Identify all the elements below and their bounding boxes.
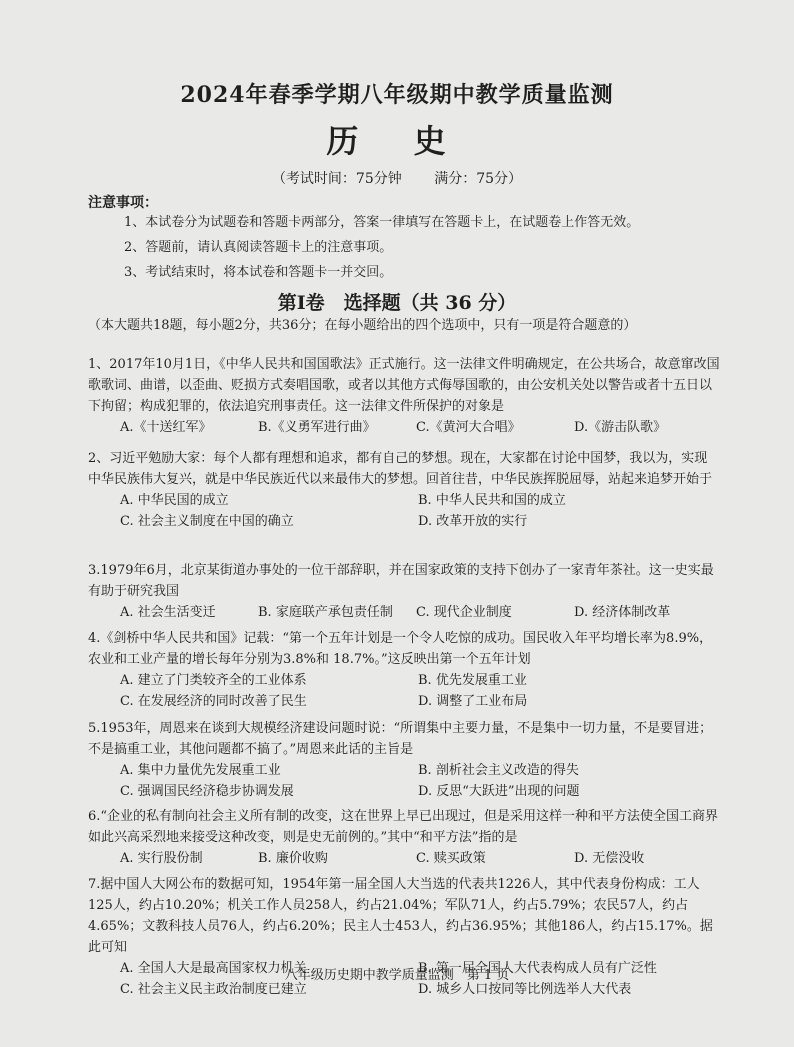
section-title: 第Ⅰ卷 选择题（共 36 分） xyxy=(277,292,517,314)
question-stem: 3.1979年6月，北京某街道办事处的一位干部辞职，并在国家政策的支持下创办了一家青年茶社。这一史实最有助于研究我国 xyxy=(88,563,714,599)
option-b: B. 第一届全国人大代表构成人员有广泛性 xyxy=(418,961,657,976)
note-item: 2、答题前，请认真阅读答题卡上的注意事项。 xyxy=(124,240,393,255)
exam-title: 2024年春季学期八年级期中教学质量监测 xyxy=(180,82,614,108)
option-a: A.《十送红军》 xyxy=(120,420,212,435)
question-stem: 5.1953年，周恩来在谈到大规模经济建设问题时说：“所谓集中主要力量，不是集中一切力量，不是要冒进；不是搞重工业，其他问题都不搞了。”周恩来此话的主旨是 xyxy=(88,721,713,757)
option-a: A. 实行股份制 xyxy=(120,851,203,866)
option-d: D. 改革开放的实行 xyxy=(418,514,528,529)
question-options xyxy=(120,490,720,532)
section-description: （本大题共18题，每小题2分，共36分；在每小题给出的四个选项中，只有一项是符合题意的） xyxy=(88,318,637,333)
option-c: C. 在发展经济的同时改善了民生 xyxy=(120,694,307,709)
notes-heading: 注意事项： xyxy=(88,195,158,211)
notes-list xyxy=(124,210,639,285)
option-c: C. 强调国民经济稳步协调发展 xyxy=(120,784,294,799)
page-footer: 八年级历史期中教学质量监测 第 1 页 xyxy=(284,968,510,983)
question-1 xyxy=(88,354,720,438)
note-item: 1、本试卷分为试题卷和答题卡两部分，答案一律填写在答题卡上，在试题卷上作答无效。 xyxy=(124,215,640,230)
question-options xyxy=(120,417,720,438)
exam-time: （考试时间：75分钟 xyxy=(271,171,402,187)
option-b: B. 中华人民共和国的成立 xyxy=(418,493,566,508)
option-b: B. 家庭联产承包责任制 xyxy=(258,605,393,620)
question-options xyxy=(120,848,720,869)
exam-info xyxy=(0,168,794,188)
question-stem: 1、2017年10月1日，《中华人民共和国国歌法》正式施行。这一法律文件明确规定，在公共场合，故意窜改国歌歌词、曲谱，以歪曲、贬损方式奏唱国歌，或者以其他方式侮辱国歌的，由公安机关处以警告或者十五日以下拘留；构成犯罪的，依法追究刑事责任。这一法律文件所保护的对象是 xyxy=(88,357,720,414)
question-stem: 2、习近平勉励大家：每个人都有理想和追求，都有自己的梦想。现在，大家都在讨论中国梦，我以为，实现中华民族伟大复兴，就是中华民族近代以来最伟大的梦想。回首往昔，中华民族挥脱屈辱，站起来追梦开始于 xyxy=(88,451,713,487)
option-c: C.《黄河大合唱》 xyxy=(416,420,521,435)
option-a: A. 集中力量优先发展重工业 xyxy=(120,763,281,778)
option-a: A. 中华民国的成立 xyxy=(120,493,229,508)
option-a: A. 建立了门类较齐全的工业体系 xyxy=(120,673,307,688)
question-5 xyxy=(88,718,720,802)
option-d: D. 城乡人口按同等比例选举人大代表 xyxy=(418,982,632,997)
question-stem: 7.据中国人大网公布的数据可知，1954年第一届全国人大当选的代表共1226人，其中代表身份构成：工人125人，约占10.20%；机关工作人员258人，约占21.04%；军队71人，约占5.79%；农民57人，约占4.65%；文教科技人员76人，约占6.20%；民主人士453人，约占36.95%；其他186人，约占15.17%。据此可知 xyxy=(88,877,713,955)
option-c: C. 赎买政策 xyxy=(416,851,486,866)
question-3 xyxy=(88,560,720,623)
question-4 xyxy=(88,628,720,712)
option-d: D. 经济体制改革 xyxy=(574,605,671,620)
option-b: B. 廉价收购 xyxy=(258,851,328,866)
question-options xyxy=(120,760,720,802)
option-b: B. 优先发展重工业 xyxy=(418,673,527,688)
option-d: D.《游击队歌》 xyxy=(574,420,667,435)
question-2 xyxy=(88,448,720,532)
option-b: B.《义勇军进行曲》 xyxy=(258,420,376,435)
question-stem: 4.《剑桥中华人民共和国》记载：“第一个五年计划是一个令人吃惊的成功。国民收入年平均增长率为8.9%，农业和工业产量的增长每年分别为3.8%和 18.7%。”这反映出第一个五年计划 xyxy=(88,631,713,667)
option-d: D. 反思“大跃进”出现的问题 xyxy=(418,784,580,799)
note-item: 3、考试结束时，将本试卷和答题卡一并交回。 xyxy=(124,265,393,280)
question-stem: 6.“企业的私有制向社会主义所有制的改变，这在世界上早已出现过，但是采用这样一种和平方法使全国工商界如此兴高采烈地来接受这种改变，则是史无前例的。”其中“和平方法”指的是 xyxy=(88,809,719,845)
question-options xyxy=(120,602,720,623)
option-c: C. 现代企业制度 xyxy=(416,605,512,620)
exam-score: 满分：75分） xyxy=(434,171,523,187)
option-a: A. 全国人大是最高国家权力机关 xyxy=(120,961,307,976)
option-c: C. 社会主义民主政治制度已建立 xyxy=(120,982,307,997)
option-d: D. 调整了工业布局 xyxy=(418,694,528,709)
option-c: C. 社会主义制度在中国的确立 xyxy=(120,514,294,529)
option-b: B. 剖析社会主义改造的得失 xyxy=(418,763,579,778)
option-a: A. 社会生活变迁 xyxy=(120,605,216,620)
question-options xyxy=(120,670,720,712)
option-d: D. 无偿没收 xyxy=(574,851,645,866)
subject-title: 历 史 xyxy=(326,122,468,160)
question-6 xyxy=(88,806,720,869)
